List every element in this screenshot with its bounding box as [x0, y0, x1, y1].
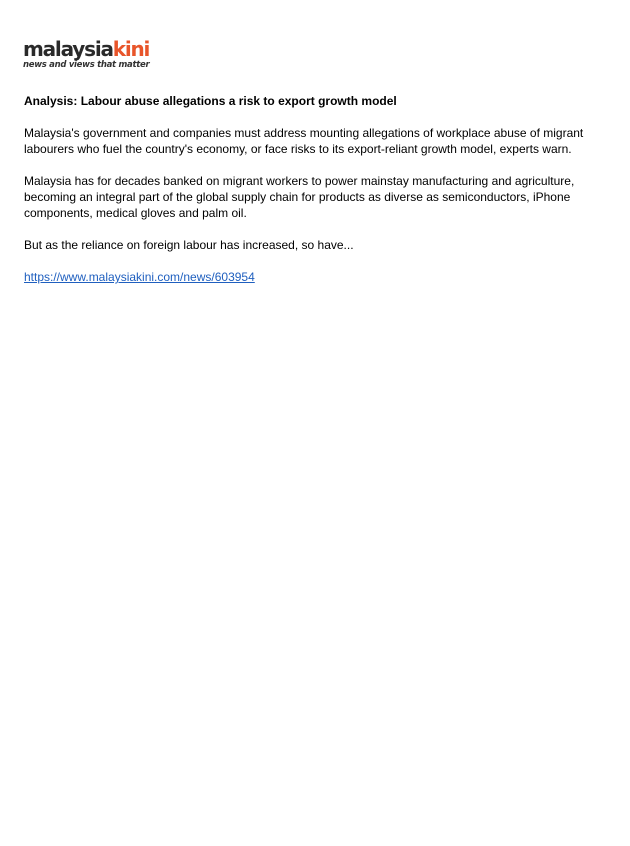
- logo-wordmark-kini: kini: [112, 37, 150, 61]
- logo-wordmark-malaysia: malaysia: [23, 37, 113, 61]
- logo-tagline: news and views that matter: [23, 60, 150, 70]
- article-source-link[interactable]: https://www.malaysiakini.com/news/603954: [24, 270, 255, 284]
- article-link-paragraph: [24, 269, 594, 285]
- article-headline: Analysis: Labour abuse allegations a risk to export growth model: [24, 94, 397, 108]
- article-paragraph: But as the reliance on foreign labour has increased, so have...: [24, 238, 354, 252]
- article-body: [24, 93, 594, 301]
- logo-wordmark: [23, 39, 149, 59]
- article-paragraph: Malaysia has for decades banked on migrant workers to power mainstay manufacturing and agriculture, becoming an integral part of the global supply chain for products as diverse as semiconductors, iPhone components, medical gloves and palm oil.: [24, 174, 575, 220]
- malaysiakini-logo: [23, 39, 149, 70]
- article-paragraph: Malaysia's government and companies must address mounting allegations of workplace abuse of migrant labourers who fuel the country's economy, or face risks to its export-reliant growth model, experts warn.: [24, 126, 584, 156]
